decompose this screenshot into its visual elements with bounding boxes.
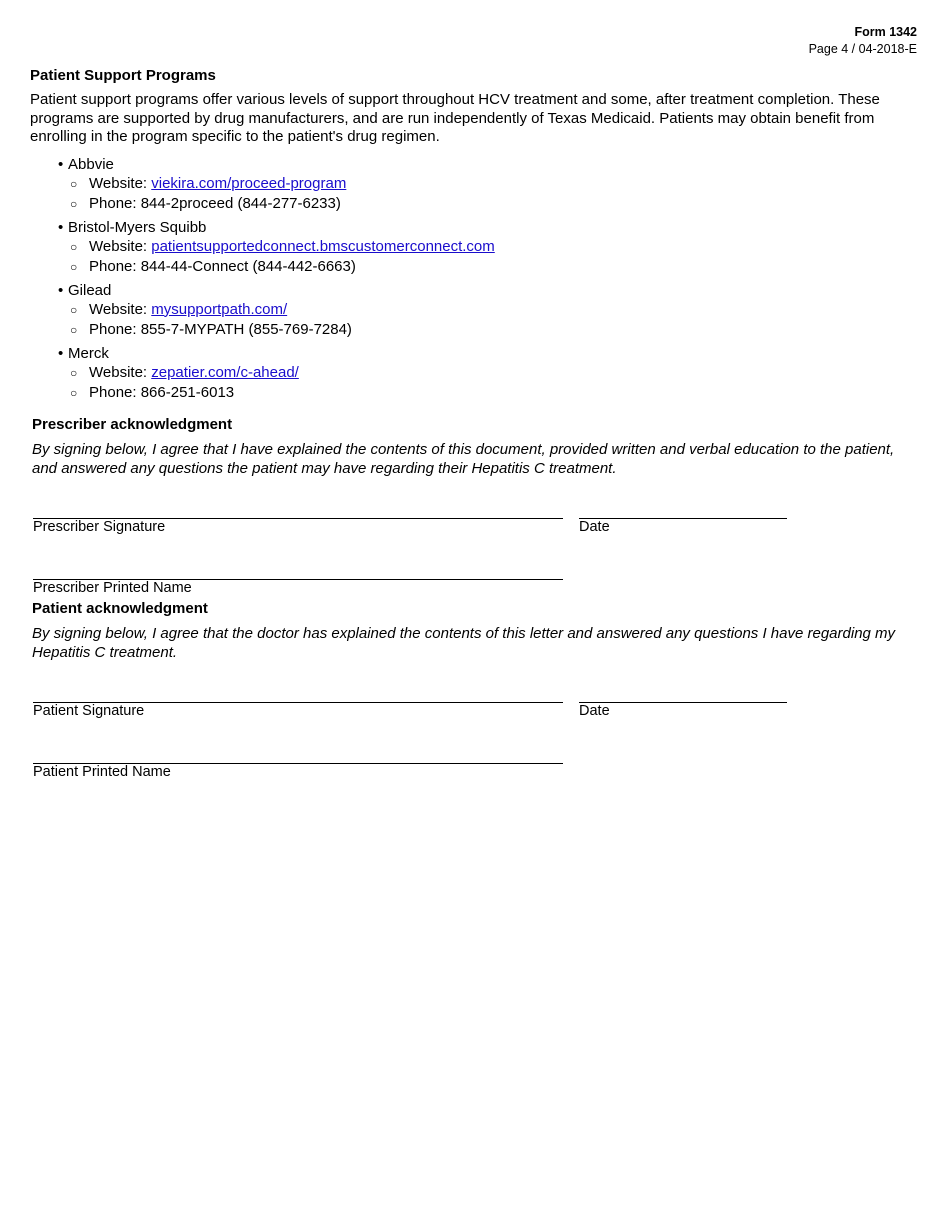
patient-printed-name-row bbox=[30, 743, 920, 803]
bullet-icon: • bbox=[58, 281, 64, 299]
website-label: Website: bbox=[89, 237, 152, 255]
prescriber-acknowledgment-title: Prescriber acknowledgment bbox=[32, 415, 233, 433]
patient-printed-name-field[interactable] bbox=[33, 763, 563, 780]
phone-row bbox=[70, 383, 920, 403]
company-list bbox=[30, 155, 920, 403]
phone-row bbox=[70, 257, 920, 277]
circle-bullet-icon: ○ bbox=[70, 239, 78, 254]
website-label: Website: bbox=[89, 363, 152, 381]
company-item bbox=[58, 218, 920, 277]
phone-label: Phone: bbox=[89, 194, 141, 212]
phone-value: 855-7-MYPATH (855-769-7284) bbox=[140, 320, 352, 338]
website-row bbox=[70, 174, 920, 194]
patient-signature-label: Patient Signature bbox=[33, 702, 145, 719]
phone-value: 844-44-Connect (844-442-6663) bbox=[140, 257, 356, 275]
patient-date-label: Date bbox=[579, 702, 610, 719]
prescriber-signature-row bbox=[30, 499, 920, 559]
phone-value: 844-2proceed (844-277-6233) bbox=[140, 194, 341, 212]
patient-signature-field[interactable] bbox=[33, 702, 563, 719]
prescriber-acknowledgment-section bbox=[30, 415, 920, 619]
website-link[interactable]: viekira.com/proceed-program bbox=[151, 174, 347, 192]
patient-acknowledgment-section bbox=[30, 599, 920, 803]
patient-signature-row bbox=[30, 683, 920, 743]
circle-bullet-icon: ○ bbox=[70, 196, 78, 211]
document-body bbox=[30, 66, 920, 803]
phone-label: Phone: bbox=[89, 257, 141, 275]
company-name: Gilead bbox=[68, 281, 112, 299]
prescriber-statement: By signing below, I agree that I have explained the contents of this document, provided written and verbal education to the patient, and answered any questions the patient may have regarding their Hepatitis C treatment. bbox=[32, 440, 895, 477]
support-programs-title: Patient Support Programs bbox=[30, 67, 216, 84]
website-link[interactable]: zepatier.com/c-ahead/ bbox=[151, 363, 299, 381]
prescriber-printed-name-row bbox=[30, 559, 920, 619]
prescriber-printed-name-field[interactable] bbox=[33, 579, 563, 596]
website-link[interactable]: mysupportpath.com/ bbox=[151, 300, 288, 318]
support-programs-intro: Patient support programs offer various levels of support throughout HCV treatment and some, after treatment completion. These programs are supported by drug manufacturers, and are run independently of Texas Medicaid. Patients may obtain benefit from enrolling in the program specific to the patient's drug regimen. bbox=[30, 91, 880, 145]
circle-bullet-icon: ○ bbox=[70, 385, 78, 400]
bullet-icon: • bbox=[58, 344, 64, 362]
patient-statement: By signing below, I agree that the doctor has explained the contents of this letter and answered any questions I have regarding my Hepatitis C treatment. bbox=[32, 624, 896, 661]
website-label: Website: bbox=[89, 300, 152, 318]
prescriber-printed-name-label: Prescriber Printed Name bbox=[33, 579, 192, 596]
prescriber-date-field[interactable] bbox=[579, 518, 787, 535]
website-row bbox=[70, 237, 920, 257]
phone-row bbox=[70, 320, 920, 340]
prescriber-signature-field[interactable] bbox=[33, 518, 563, 535]
patient-acknowledgment-title: Patient acknowledgment bbox=[32, 599, 208, 617]
bullet-icon: • bbox=[58, 155, 64, 173]
company-name: Abbvie bbox=[68, 155, 114, 173]
phone-row bbox=[70, 194, 920, 214]
prescriber-signature-label: Prescriber Signature bbox=[33, 518, 166, 535]
circle-bullet-icon: ○ bbox=[70, 176, 78, 191]
company-name: Bristol-Myers Squibb bbox=[68, 218, 207, 236]
company-item bbox=[58, 344, 920, 403]
company-item bbox=[58, 281, 920, 340]
circle-bullet-icon: ○ bbox=[70, 322, 78, 337]
company-item bbox=[58, 155, 920, 214]
phone-value: 866-251-6013 bbox=[140, 383, 235, 401]
company-name: Merck bbox=[68, 344, 109, 362]
circle-bullet-icon: ○ bbox=[70, 259, 78, 274]
circle-bullet-icon: ○ bbox=[70, 302, 78, 317]
form-header bbox=[809, 24, 917, 58]
phone-label: Phone: bbox=[89, 383, 141, 401]
patient-date-field[interactable] bbox=[579, 702, 787, 719]
website-link[interactable]: patientsupportedconnect.bmscustomerconnect.com bbox=[151, 237, 495, 255]
form-number: Form 1342 bbox=[854, 25, 917, 39]
patient-printed-name-label: Patient Printed Name bbox=[33, 763, 171, 780]
website-row bbox=[70, 300, 920, 320]
prescriber-date-label: Date bbox=[579, 518, 610, 535]
website-row bbox=[70, 363, 920, 383]
website-label: Website: bbox=[89, 174, 152, 192]
bullet-icon: • bbox=[58, 218, 64, 236]
page-number: Page 4 / 04-2018-E bbox=[808, 42, 917, 56]
circle-bullet-icon: ○ bbox=[70, 365, 78, 380]
phone-label: Phone: bbox=[89, 320, 141, 338]
